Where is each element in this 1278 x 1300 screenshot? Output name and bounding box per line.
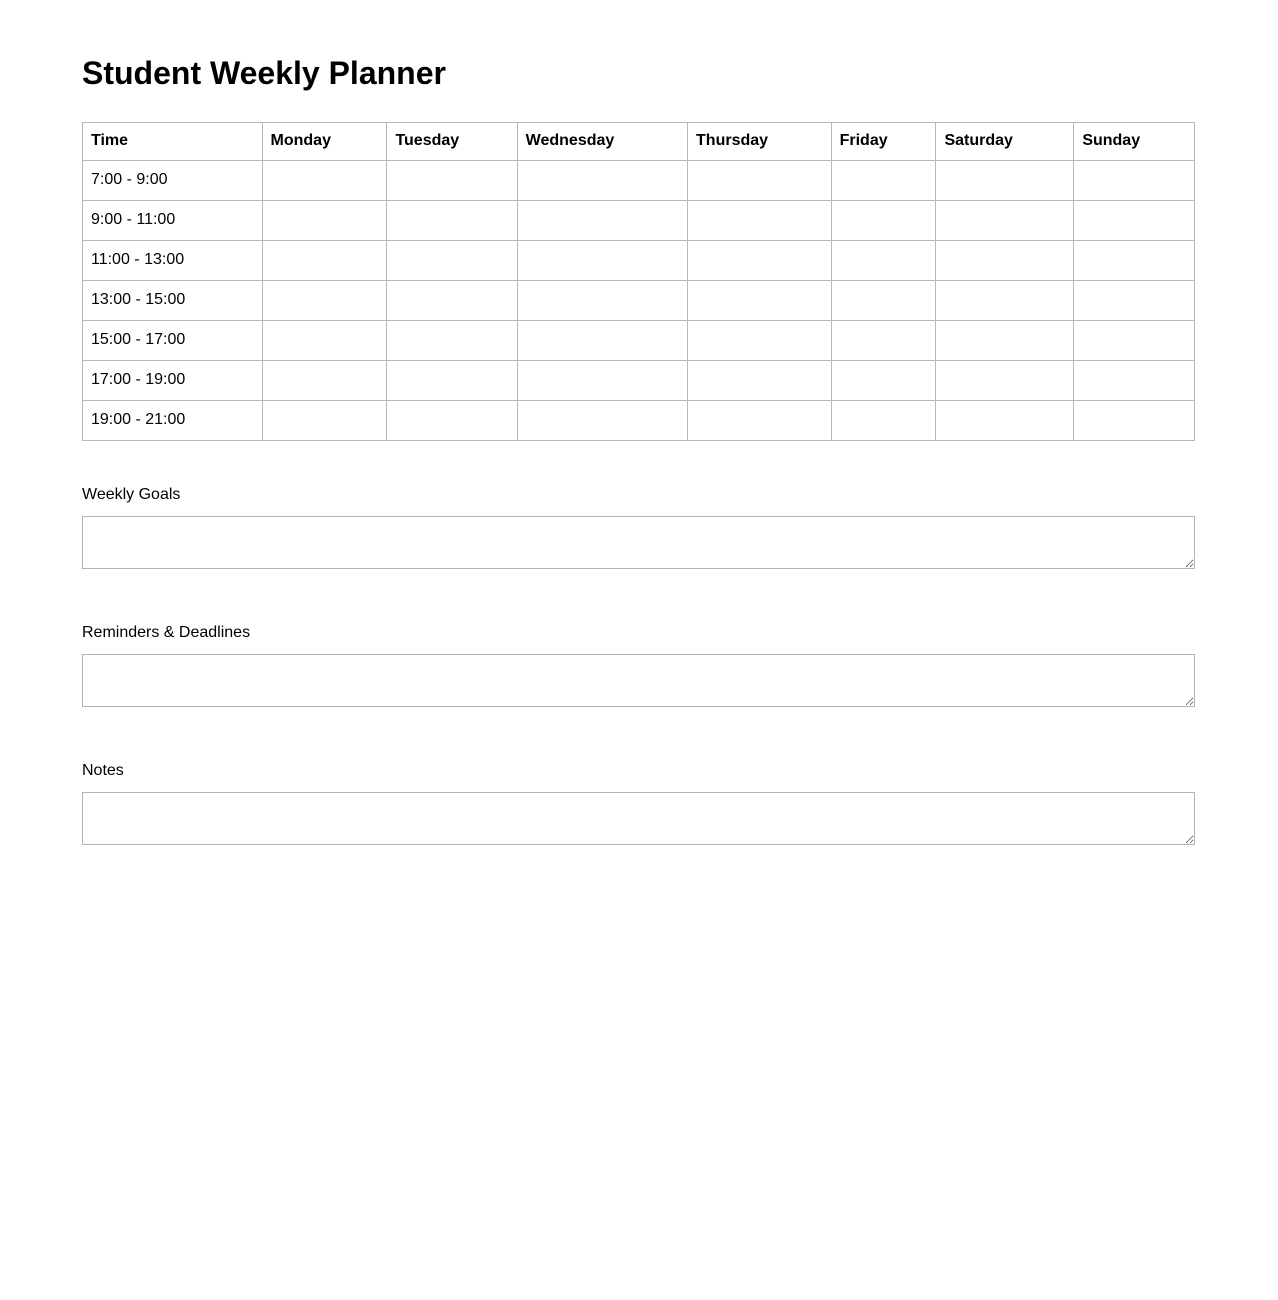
schedule-cell <box>387 240 517 280</box>
reminders-deadlines-textarea[interactable] <box>82 654 1195 707</box>
schedule-cell <box>831 240 936 280</box>
schedule-cell <box>1074 160 1195 200</box>
column-header-thursday: Thursday <box>688 122 832 160</box>
time-slot-label: 15:00 - 17:00 <box>83 320 263 360</box>
schedule-cell <box>831 360 936 400</box>
schedule-cell <box>387 200 517 240</box>
schedule-cell <box>688 200 832 240</box>
schedule-cell <box>262 160 387 200</box>
schedule-cell <box>1074 320 1195 360</box>
schedule-cell <box>387 320 517 360</box>
weekly-goals-label: Weekly Goals <box>82 485 181 503</box>
schedule-cell <box>1074 240 1195 280</box>
time-slot-label: 7:00 - 9:00 <box>83 160 263 200</box>
weekly-goals-textarea[interactable] <box>82 516 1195 569</box>
schedule-cell <box>517 160 687 200</box>
time-slot-label: 9:00 - 11:00 <box>83 200 263 240</box>
schedule-cell <box>387 360 517 400</box>
schedule-row <box>83 400 1195 440</box>
schedule-cell <box>831 280 936 320</box>
schedule-cell <box>688 240 832 280</box>
schedule-cell <box>936 280 1074 320</box>
column-header-time: Time <box>83 122 263 160</box>
time-slot-label: 11:00 - 13:00 <box>83 240 263 280</box>
schedule-cell <box>517 360 687 400</box>
page-title: Student Weekly Planner <box>82 55 446 91</box>
schedule-cell <box>831 160 936 200</box>
schedule-cell <box>688 360 832 400</box>
notes-textarea[interactable] <box>82 792 1195 845</box>
schedule-cell <box>262 280 387 320</box>
schedule-cell <box>1074 400 1195 440</box>
schedule-row <box>83 280 1195 320</box>
schedule-cell <box>831 400 936 440</box>
schedule-cell <box>517 400 687 440</box>
time-slot-label: 17:00 - 19:00 <box>83 360 263 400</box>
schedule-cell <box>936 240 1074 280</box>
schedule-cell <box>262 400 387 440</box>
schedule-cell <box>688 320 832 360</box>
schedule-cell <box>387 280 517 320</box>
sections-container <box>82 485 1195 845</box>
column-header-wednesday: Wednesday <box>517 122 687 160</box>
schedule-cell <box>936 160 1074 200</box>
column-header-monday: Monday <box>262 122 387 160</box>
table-body <box>83 160 1195 440</box>
schedule-cell <box>517 320 687 360</box>
schedule-row <box>83 160 1195 200</box>
schedule-cell <box>936 320 1074 360</box>
schedule-row <box>83 360 1195 400</box>
schedule-cell <box>936 400 1074 440</box>
time-slot-label: 13:00 - 15:00 <box>83 280 263 320</box>
notes-label: Notes <box>82 761 124 779</box>
schedule-row <box>83 320 1195 360</box>
schedule-row <box>83 240 1195 280</box>
column-header-friday: Friday <box>831 122 936 160</box>
column-header-tuesday: Tuesday <box>387 122 517 160</box>
schedule-row <box>83 200 1195 240</box>
weekly-schedule-table <box>82 122 1195 441</box>
time-slot-label: 19:00 - 21:00 <box>83 400 263 440</box>
schedule-cell <box>936 360 1074 400</box>
schedule-cell <box>262 200 387 240</box>
schedule-cell <box>1074 200 1195 240</box>
schedule-cell <box>831 320 936 360</box>
schedule-cell <box>1074 280 1195 320</box>
schedule-cell <box>262 320 387 360</box>
schedule-cell <box>517 240 687 280</box>
schedule-cell <box>688 160 832 200</box>
schedule-cell <box>262 240 387 280</box>
reminders-deadlines-label: Reminders & Deadlines <box>82 623 251 641</box>
schedule-cell <box>517 200 687 240</box>
schedule-cell <box>688 280 832 320</box>
schedule-cell <box>831 200 936 240</box>
schedule-cell <box>387 400 517 440</box>
schedule-cell <box>1074 360 1195 400</box>
column-header-sunday: Sunday <box>1074 122 1195 160</box>
schedule-cell <box>262 360 387 400</box>
schedule-cell <box>936 200 1074 240</box>
column-header-saturday: Saturday <box>936 122 1074 160</box>
table-header-row <box>83 122 1195 160</box>
schedule-cell <box>517 280 687 320</box>
schedule-cell <box>688 400 832 440</box>
schedule-cell <box>387 160 517 200</box>
